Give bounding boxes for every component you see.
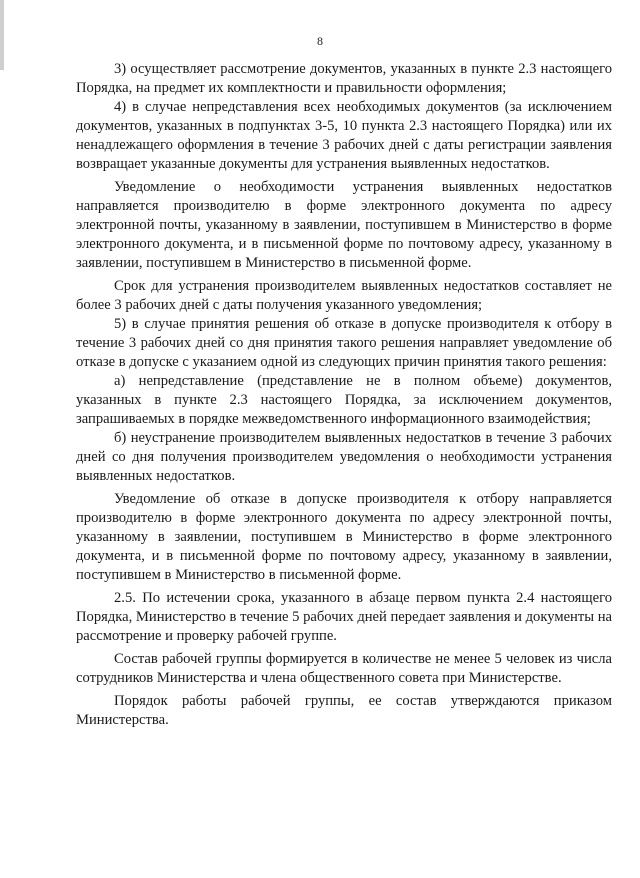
paragraph-reason-a: а) непредставление (представление не в полном объеме) документов, указанных в пункте 2.3 настоящего Порядка, за исключением документов, запрашиваемых в порядке межведомственного информационного взаимодействия; xyxy=(76,373,612,427)
paragraph-deadline: Срок для устранения производителем выявленных недостатков составляет не более 3 рабочих дней с даты получения указанного уведомления; xyxy=(76,278,612,313)
document-body xyxy=(76,60,612,730)
paragraph-notice-deficiencies: Уведомление о необходимости устранения выявленных недостатков направляется производителю в форме электронного документа по адресу электронной почты, указанному в заявлении, поступившем в Министерство в форме электронного документа, и в письменной форме по почтовому адресу, указанному в заявлении, поступившем в Министерство в письменной форме. xyxy=(76,179,612,271)
paragraph-item-3: 3) осуществляет рассмотрение документов, указанных в пункте 2.3 настоящего Порядка, на предмет их комплектности и правильности оформления; xyxy=(76,61,612,96)
paragraph-section-2-5: 2.5. По истечении срока, указанного в абзаце первом пункта 2.4 настоящего Порядка, Министерство в течение 5 рабочих дней передает заявления и документы на рассмотрение и проверку рабочей группе. xyxy=(76,590,612,644)
paragraph-working-group-procedure: Порядок работы рабочей группы, ее состав утверждаются приказом Министерства. xyxy=(76,693,612,728)
paragraph-working-group-composition: Состав рабочей группы формируется в количестве не менее 5 человек из числа сотрудников Министерства и члена общественного совета при Министерстве. xyxy=(76,651,612,686)
paragraph-notice-refusal: Уведомление об отказе в допуске производителя к отбору направляется производителю в форме электронного документа по адресу электронной почты, указанному в заявлении, поступившем в Министерство в форме электронного документа, и в письменной форме по почтовому адресу, указанному в заявлении, поступившем в Министерство в письменной форме. xyxy=(76,491,612,583)
page-number: 8 xyxy=(317,34,323,48)
paragraph-item-5: 5) в случае принятия решения об отказе в допуске производителя к отбору в течение 3 рабочих дней со дня принятия такого решения направляет уведомление об отказе в допуске с указанием одной из следующих причин принятия такого решения: xyxy=(76,316,612,370)
paragraph-item-4: 4) в случае непредставления всех необходимых документов (за исключением документов, указанных в подпунктах 3-5, 10 пункта 2.3 настоящего Порядка) или их ненадлежащего оформления в течение 3 рабочих дней с даты регистрации заявления возвращает указанные документы для устранения выявленных недостатков. xyxy=(76,99,612,172)
paragraph-reason-b: б) неустранение производителем выявленных недостатков в течение 3 рабочих дней со дня получения производителем уведомления о необходимости устранения выявленных недостатков. xyxy=(76,430,612,484)
